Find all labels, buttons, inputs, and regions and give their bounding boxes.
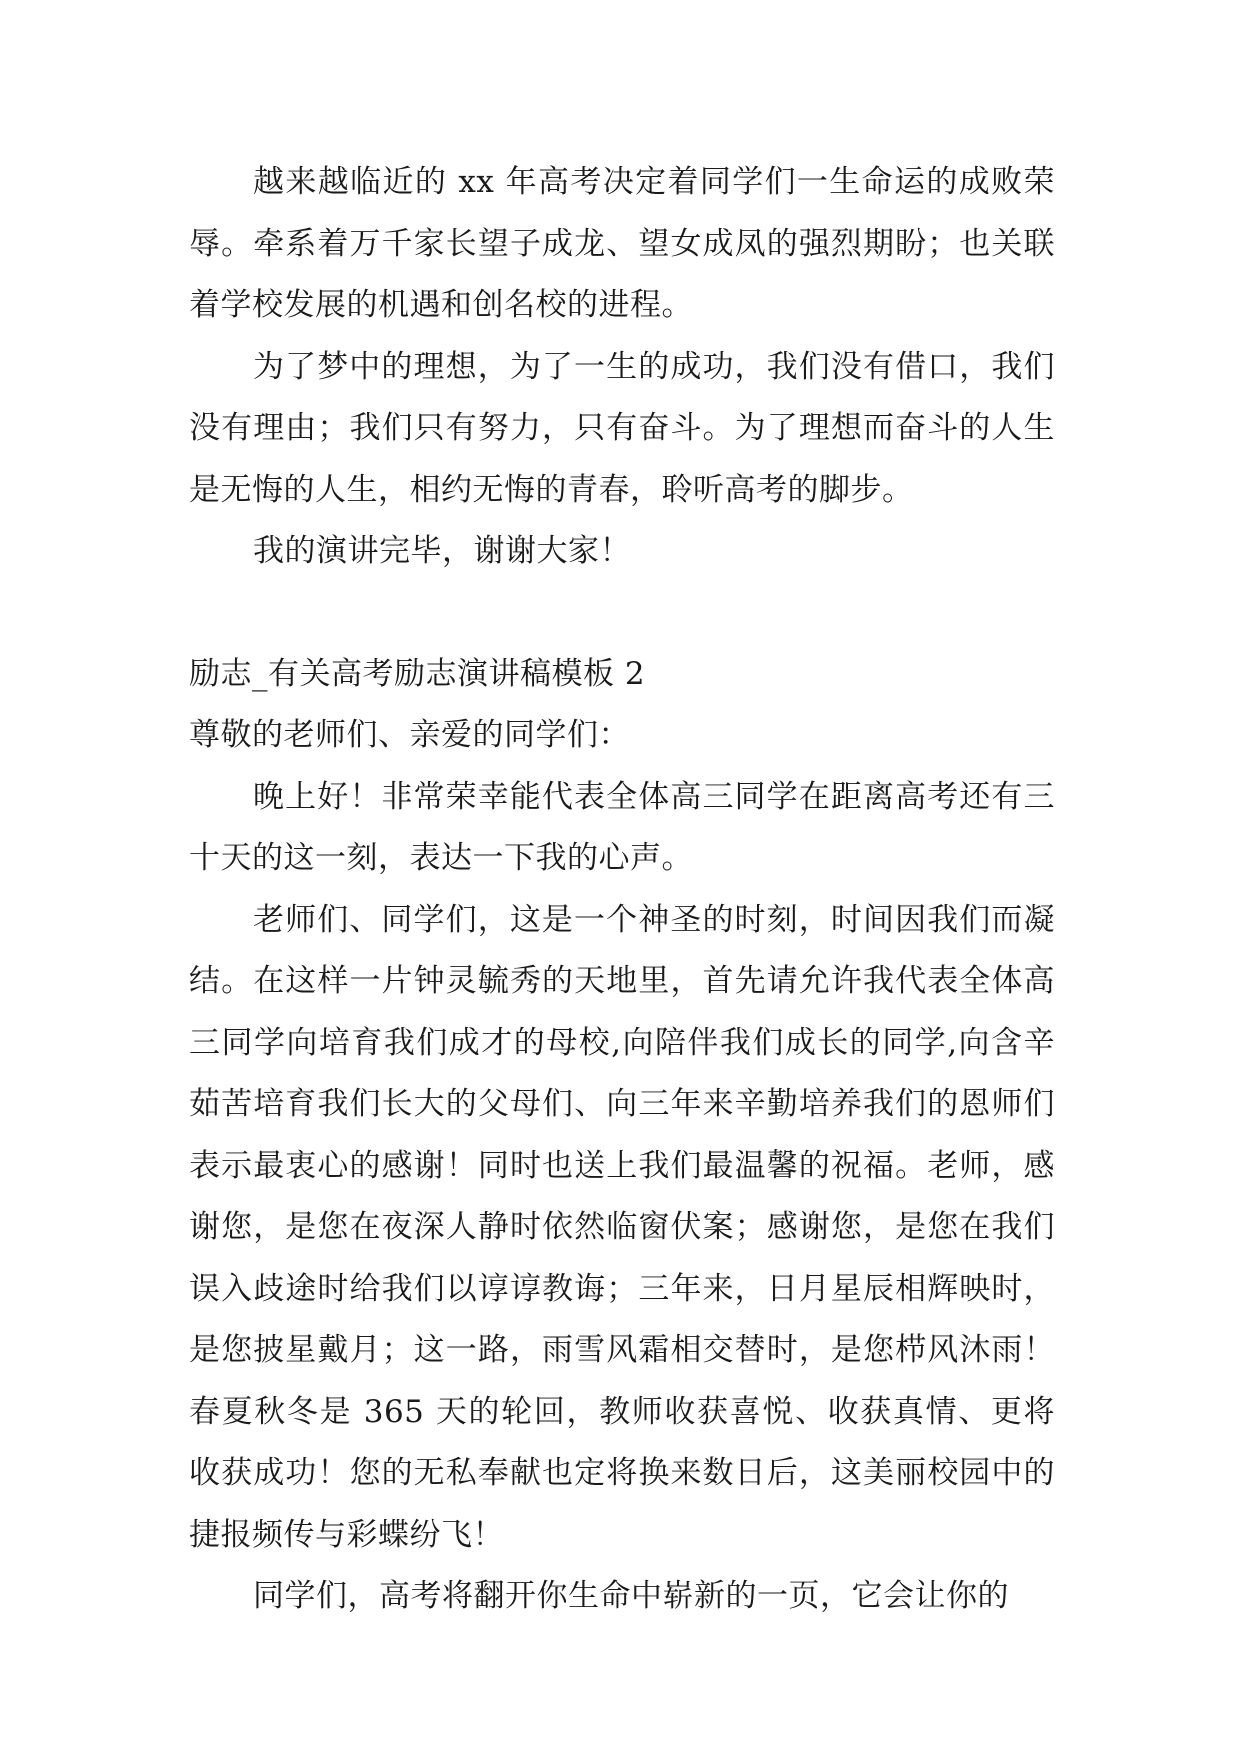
paragraph: 我的演讲完毕，谢谢大家！ xyxy=(253,533,631,569)
paragraph: 越来越临近的 xx 年高考决定着同学们一生命运的成败荣辱。牵系着万千家长望子成龙、望女成凤的强烈期盼；也关联着学校发展的机遇和创名校的进程。 xyxy=(189,164,1055,323)
document-body xyxy=(189,152,1055,1628)
salutation: 尊敬的老师们、亲爱的同学们： xyxy=(189,717,630,753)
paragraph: 晚上好！非常荣幸能代表全体高三同学在距离高考还有三十天的这一刻，表达一下我的心声。 xyxy=(189,778,1055,876)
section-title: 励志_有关高考励志演讲稿模板 2 xyxy=(189,655,646,692)
paragraph: 为了梦中的理想，为了一生的成功，我们没有借口，我们没有理由；我们只有努力，只有奋斗。为了理想而奋斗的人生是无悔的人生，相约无悔的青春，聆听高考的脚步。 xyxy=(189,348,1055,508)
paragraph: 同学们，高考将翻开你生命中崭新的一页，它会让你的 xyxy=(253,1578,1009,1614)
paragraph: 老师们、同学们，这是一个神圣的时刻，时间因我们而凝结。在这样一片钟灵毓秀的天地里，首先请允许我代表全体高三同学向培育我们成才的母校,向陪伴我们成长的同学,向含辛茹苦培育我们长大的父母们、向三年来辛勤培养我们的恩师们表示最衷心的感谢！同时也送上我们最温馨的祝福。老师，感谢您，是您在夜深人静时依然临窗伏案；感谢您，是您在我们误入歧途时给我们以谆谆教诲；三年来，日月星辰相辉映时，是您披星戴月；这一路，雨雪风霜相交替时，是您栉风沐雨！春夏秋冬是 365 天的轮回，教师收获喜悦、收获真情、更将收获成功！您的无私奉献也定将换来数日后，这美丽校园中的捷报频传与彩蝶纷飞！ xyxy=(189,901,1055,1553)
blank-line xyxy=(189,583,1055,644)
